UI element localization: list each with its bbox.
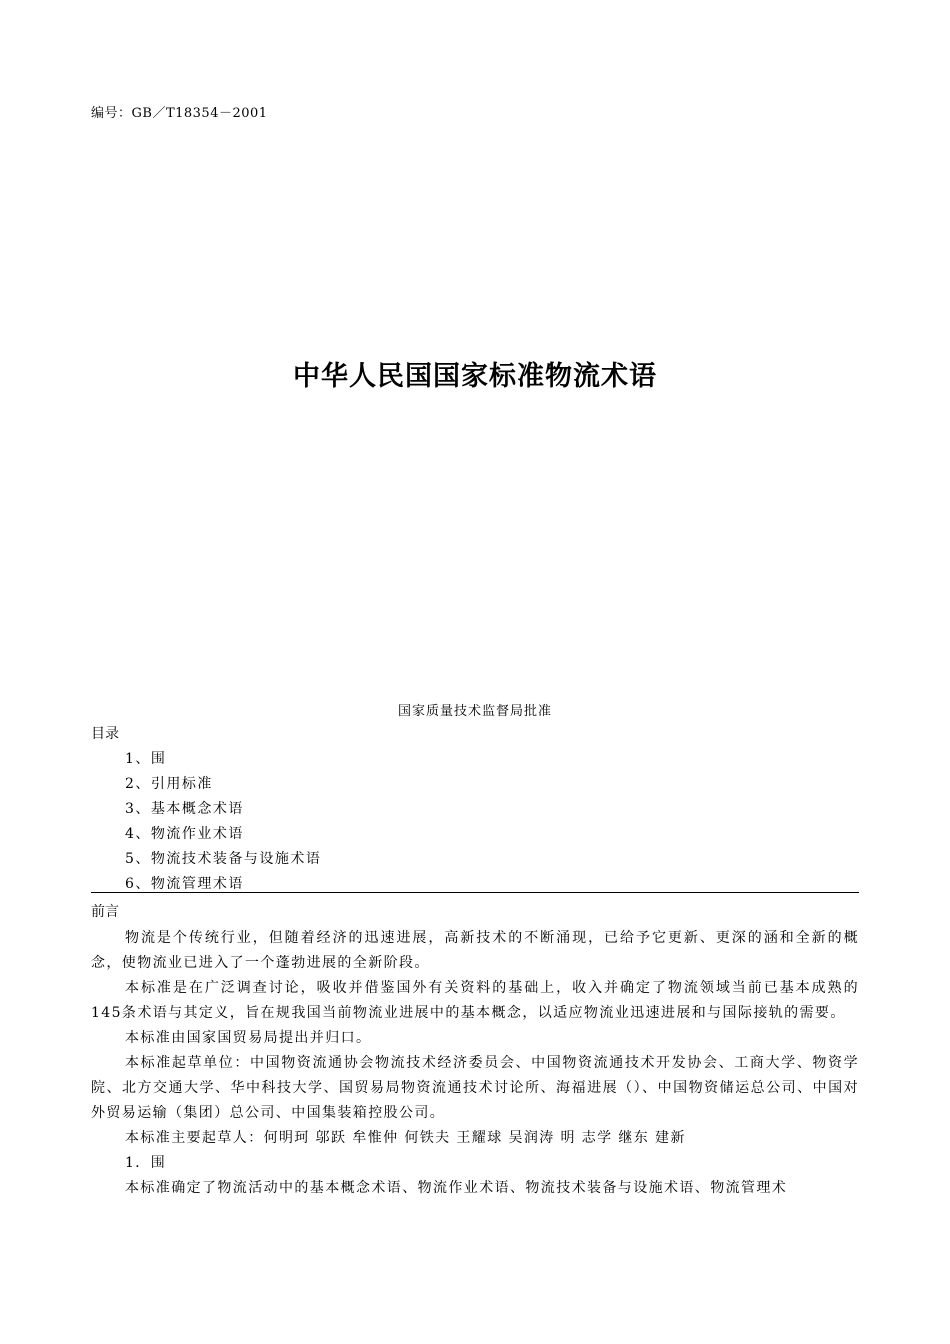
toc-item-references: 2、引用标准	[125, 776, 213, 792]
table-of-contents	[91, 724, 859, 893]
toc-item-equipment-facilities: 5、物流技术装备与设施术语	[125, 851, 322, 867]
preface-paragraph: 本标准起草单位：中国物资流通协会物流技术经济委员会、中国物资流通技术开发协会、工商大学、物资学院、北方交通大学、华中科技大学、国贸易局物资流通技术讨论所、海福进展（）、中国物资储运总公司、中国对外贸易运输（集团）总公司、中国集装箱控股公司。	[91, 1055, 859, 1121]
preface-drafters: 本标准主要起草人：何明珂 邬跃 牟惟仲 何铁夫 王耀球 吴润涛 明 志学 继东 建新	[125, 1130, 686, 1146]
approval-line: 国家质量技术监督局批准	[397, 704, 552, 719]
preface-heading: 前言	[91, 904, 119, 920]
preface-section	[91, 901, 859, 1201]
preface-paragraph: 本标准由国家国贸易局提出并归口。	[125, 1030, 372, 1046]
preface-paragraph: 本标准是在广泛调查讨论，吸收并借鉴国外有关资料的基础上，收入并确定了物流领域当前已基本成熟的145条术语与其定义，旨在规我国当前物流业进展中的基本概念，以适应物流业迅速进展和与国际接轨的需要。	[91, 980, 859, 1021]
toc-list	[91, 749, 859, 899]
preface-paragraph: 物流是个传统行业，但随着经济的迅速进展，高新技术的不断涌现，已给予它更新、更深的涵和全新的概念，使物流业已进入了一个蓬勃进展的全新阶段。	[91, 930, 859, 971]
document-title: 中华人民国国家标准物流术语	[293, 361, 657, 392]
section1-paragraph: 本标准确定了物流活动中的基本概念术语、物流作业术语、物流技术装备与设施术语、物流管理术	[125, 1180, 788, 1196]
toc-heading: 目录	[91, 726, 119, 742]
toc-item-basic-concepts: 3、基本概念术语	[125, 801, 244, 817]
toc-item-operations: 4、物流作业术语	[125, 826, 244, 842]
toc-item-management: 6、物流管理术语	[125, 876, 244, 892]
toc-item-scope: 1、围	[125, 751, 167, 767]
document-number: 编号：GB／T18354－2001	[91, 106, 268, 121]
section1-heading: 1．围	[125, 1155, 167, 1171]
